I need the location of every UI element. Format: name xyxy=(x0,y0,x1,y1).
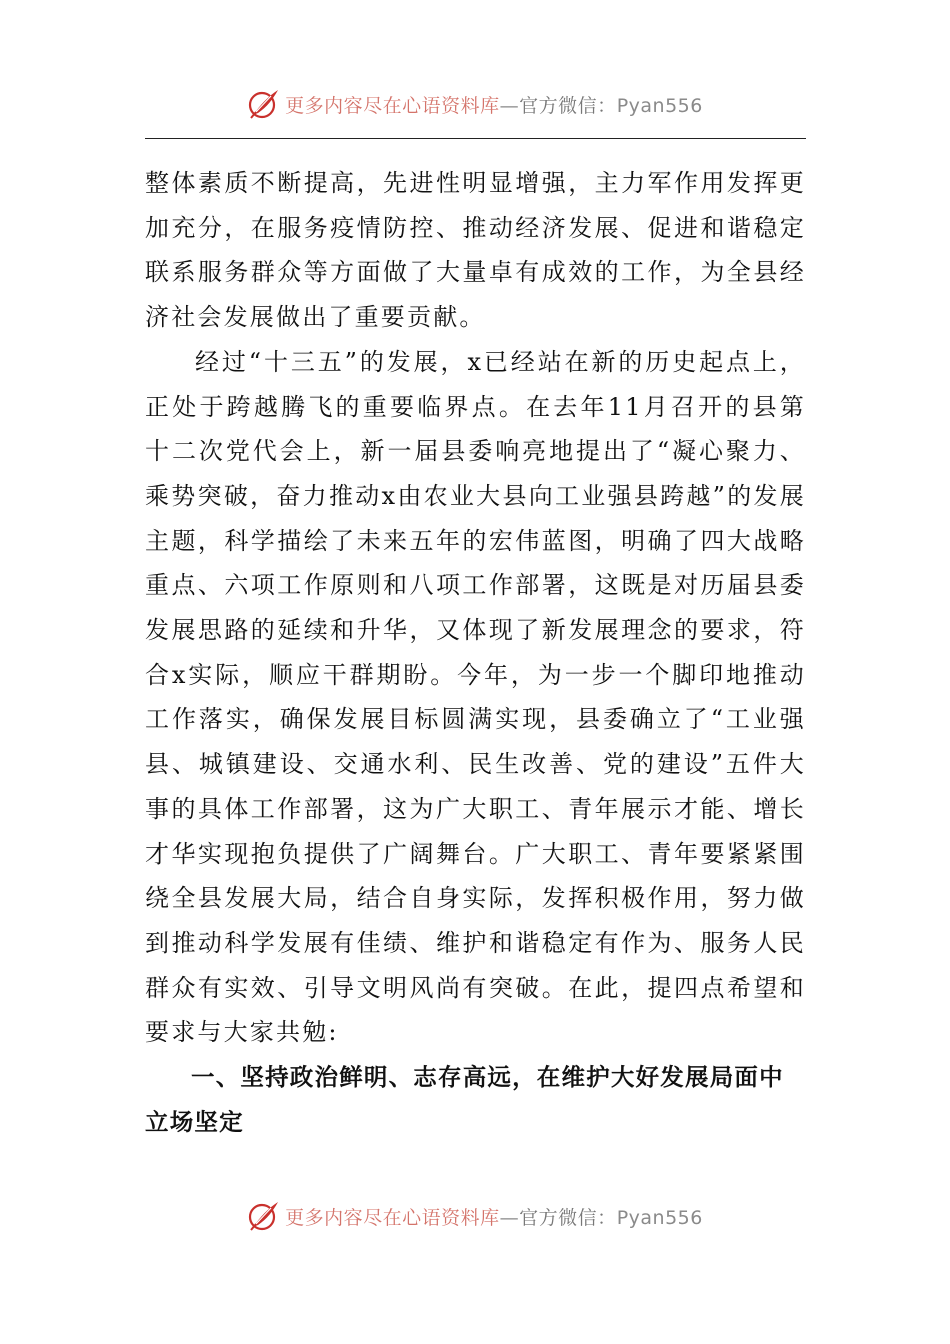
banner-wechat-id: Pyan556 xyxy=(616,94,703,117)
banner-lead-text: 更多内容尽在心语资料库 xyxy=(285,94,500,117)
feather-quill-logo-icon xyxy=(247,87,281,121)
banner-separator: — xyxy=(499,94,520,117)
banner-text xyxy=(285,91,703,118)
banner-wechat-label: 官方微信： xyxy=(519,94,617,117)
paragraph-2: 经过“十三五”的发展，x已经站在新的历史起点上，正处于跨越腾飞的重要临界点。在去年11月召开的县第十二次党代会上，新一届县委响亮地提出了“凝心聚力、乘势突破，奋力推动x由农业大县向工业强县跨越”的发展主题，科学描绘了未来五年的宏伟蓝图，明确了四大战略重点、六项工作原则和八项工作部署，这既是对历届县委发展思路的延续和升华，又体现了新发展理念的要求，符合x实际，顺应干群期盼。今年，为一步一个脚印地推动工作落实，确保发展目标圆满实现，县委确立了“工业强县、城镇建设、交通水利、民生改善、党的建设”五件大事的具体工作部署，这为广大职工、青年展示才能、增长才华实现抱负提供了广阔舞台。广大职工、青年要紧紧围绕全县发展大局，结合自身实际，发挥积极作用，努力做到推动科学发展有佳绩、维护和谐稳定有作为、服务人民群众有实效、引导文明风尚有突破。在此，提四点希望和要求与大家共勉: xyxy=(145,347,806,1047)
paragraph-1: 整体素质不断提高，先进性明显增强，主力军作用发挥更加充分，在服务疫情防控、推动经济发展、促进和谐稳定联系服务群众等方面做了大量卓有成效的工作，为全县经济社会发展做出了重要贡献。 xyxy=(145,169,806,332)
banner-wechat-label: 官方微信： xyxy=(519,1206,617,1229)
banner-wechat-id: Pyan556 xyxy=(616,1206,703,1229)
section-heading: 一、坚持政治鲜明、志存高远，在维护大好发展局面中立场坚定 xyxy=(145,1063,784,1136)
banner-text xyxy=(285,1203,703,1230)
footer-banner xyxy=(0,1196,950,1236)
feather-quill-logo-icon xyxy=(247,1199,281,1233)
document-body xyxy=(145,161,806,1144)
banner-lead-text: 更多内容尽在心语资料库 xyxy=(285,1206,500,1229)
banner-separator: — xyxy=(499,1206,520,1229)
header-divider xyxy=(145,138,806,139)
header-banner xyxy=(0,84,950,124)
